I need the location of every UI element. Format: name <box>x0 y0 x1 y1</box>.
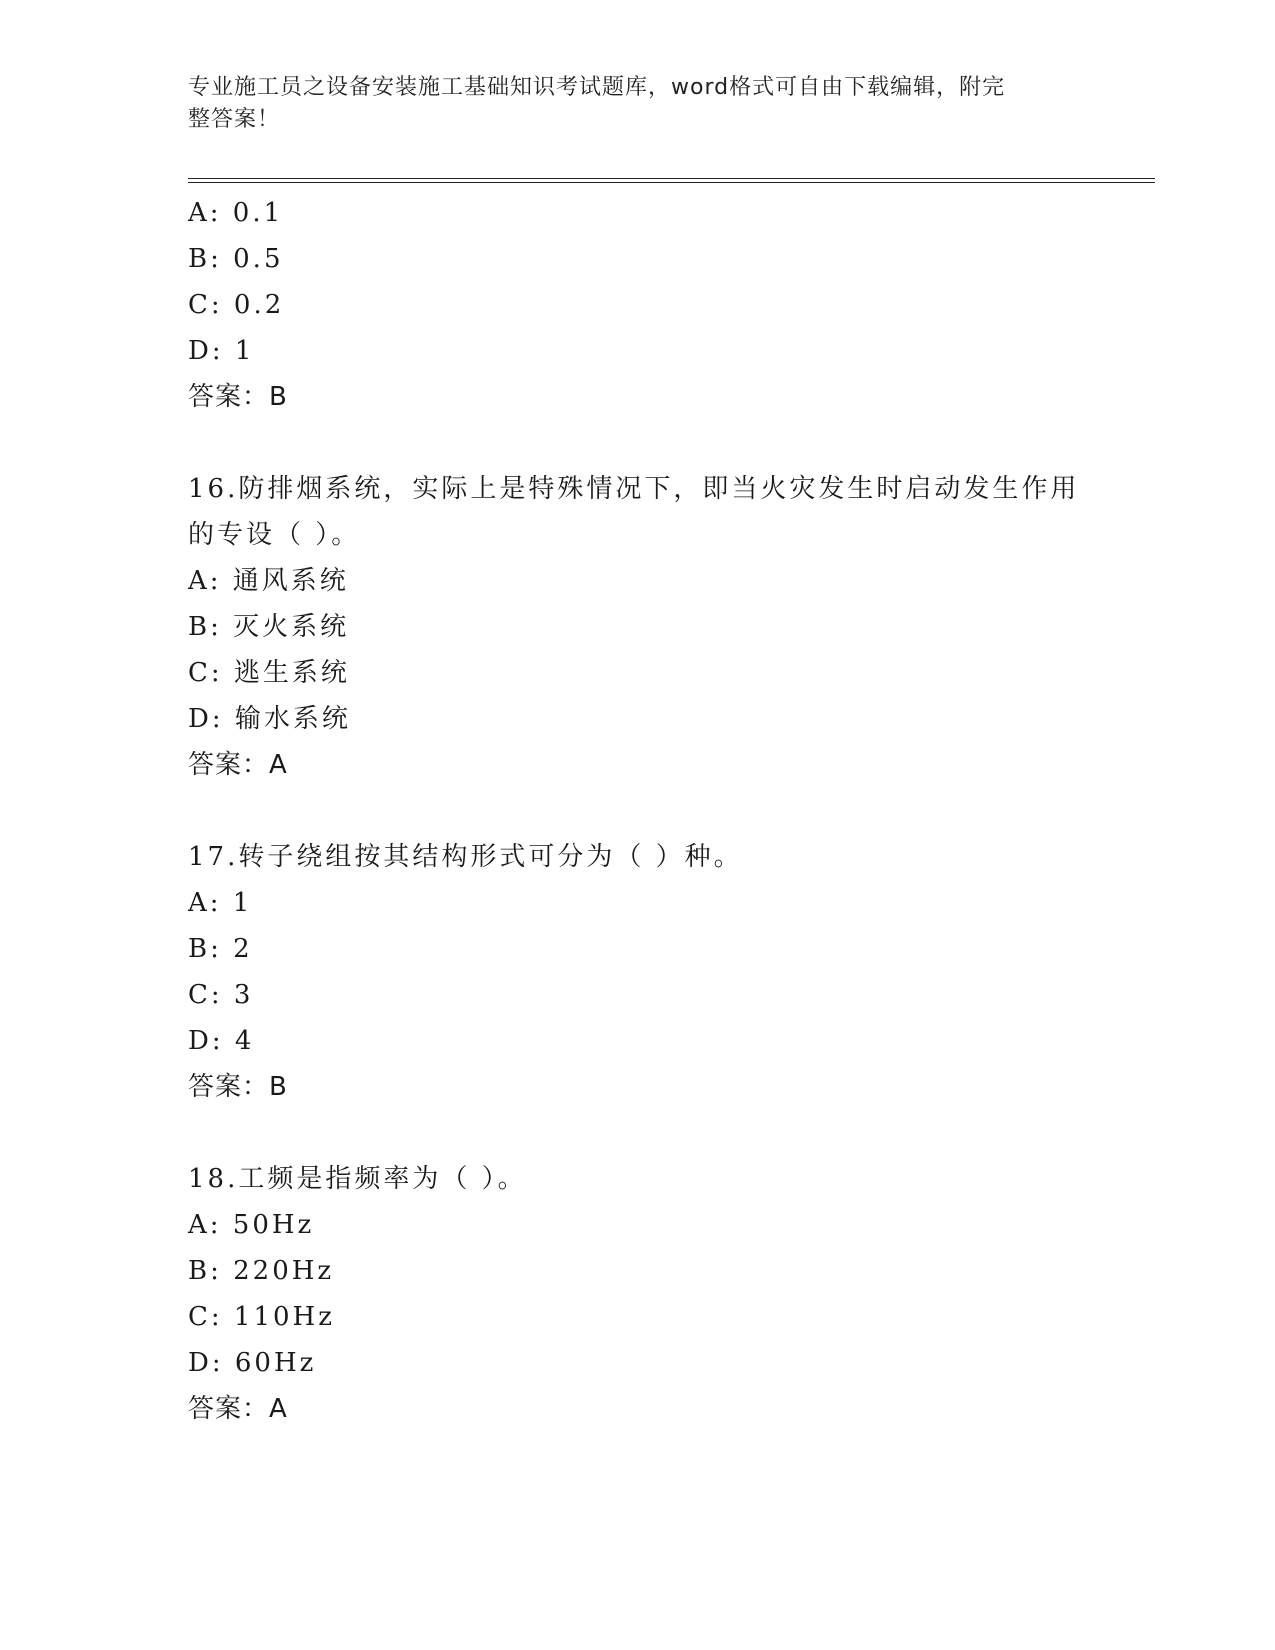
document-header <box>188 72 1088 136</box>
option-a: A: 0.1 <box>188 198 284 228</box>
question-text-line-1: 16.防排烟系统，实际上是特殊情况下，即当火灾发生时启动发生作用 <box>188 474 1080 504</box>
option-b: B: 灭火系统 <box>188 612 350 642</box>
option-b: B: 220Hz <box>188 1256 335 1286</box>
option-a: A: 1 <box>188 888 253 918</box>
question-16 <box>188 466 1088 788</box>
question-text-line-2: 的专设（ ）。 <box>188 520 361 550</box>
option-a: A: 通风系统 <box>188 566 349 596</box>
option-c: C: 0.2 <box>188 290 285 320</box>
option-d: D: 60Hz <box>188 1348 317 1378</box>
question-text: 18.工频是指频率为（ ）。 <box>188 1164 527 1194</box>
header-line-1: 专业施工员之设备安装施工基础知识考试题库，word格式可自由下载编辑，附完 <box>188 75 1006 100</box>
option-a: A: 50Hz <box>188 1210 315 1240</box>
option-c: C: 3 <box>188 980 254 1010</box>
answer-line: 答案：A <box>188 1394 288 1424</box>
option-b: B: 0.5 <box>188 244 284 274</box>
option-c: C: 逃生系统 <box>188 658 350 688</box>
question-list <box>188 190 1088 1432</box>
question-text: 17.转子绕组按其结构形式可分为（ ）种。 <box>188 842 743 872</box>
header-divider-bottom <box>188 182 1155 183</box>
answer-line: 答案：B <box>188 382 288 412</box>
answer-line: 答案：B <box>188 1072 288 1102</box>
option-d: D: 1 <box>188 336 255 366</box>
option-c: C: 110Hz <box>188 1302 335 1332</box>
option-d: D: 输水系统 <box>188 704 351 734</box>
header-divider-top <box>188 178 1155 179</box>
option-b: B: 2 <box>188 934 253 964</box>
question-18 <box>188 1156 1088 1432</box>
header-line-2: 整答案！ <box>188 107 281 132</box>
answer-line: 答案：A <box>188 750 288 780</box>
question-17 <box>188 834 1088 1110</box>
carryover-block <box>188 190 1088 420</box>
option-d: D: 4 <box>188 1026 255 1056</box>
